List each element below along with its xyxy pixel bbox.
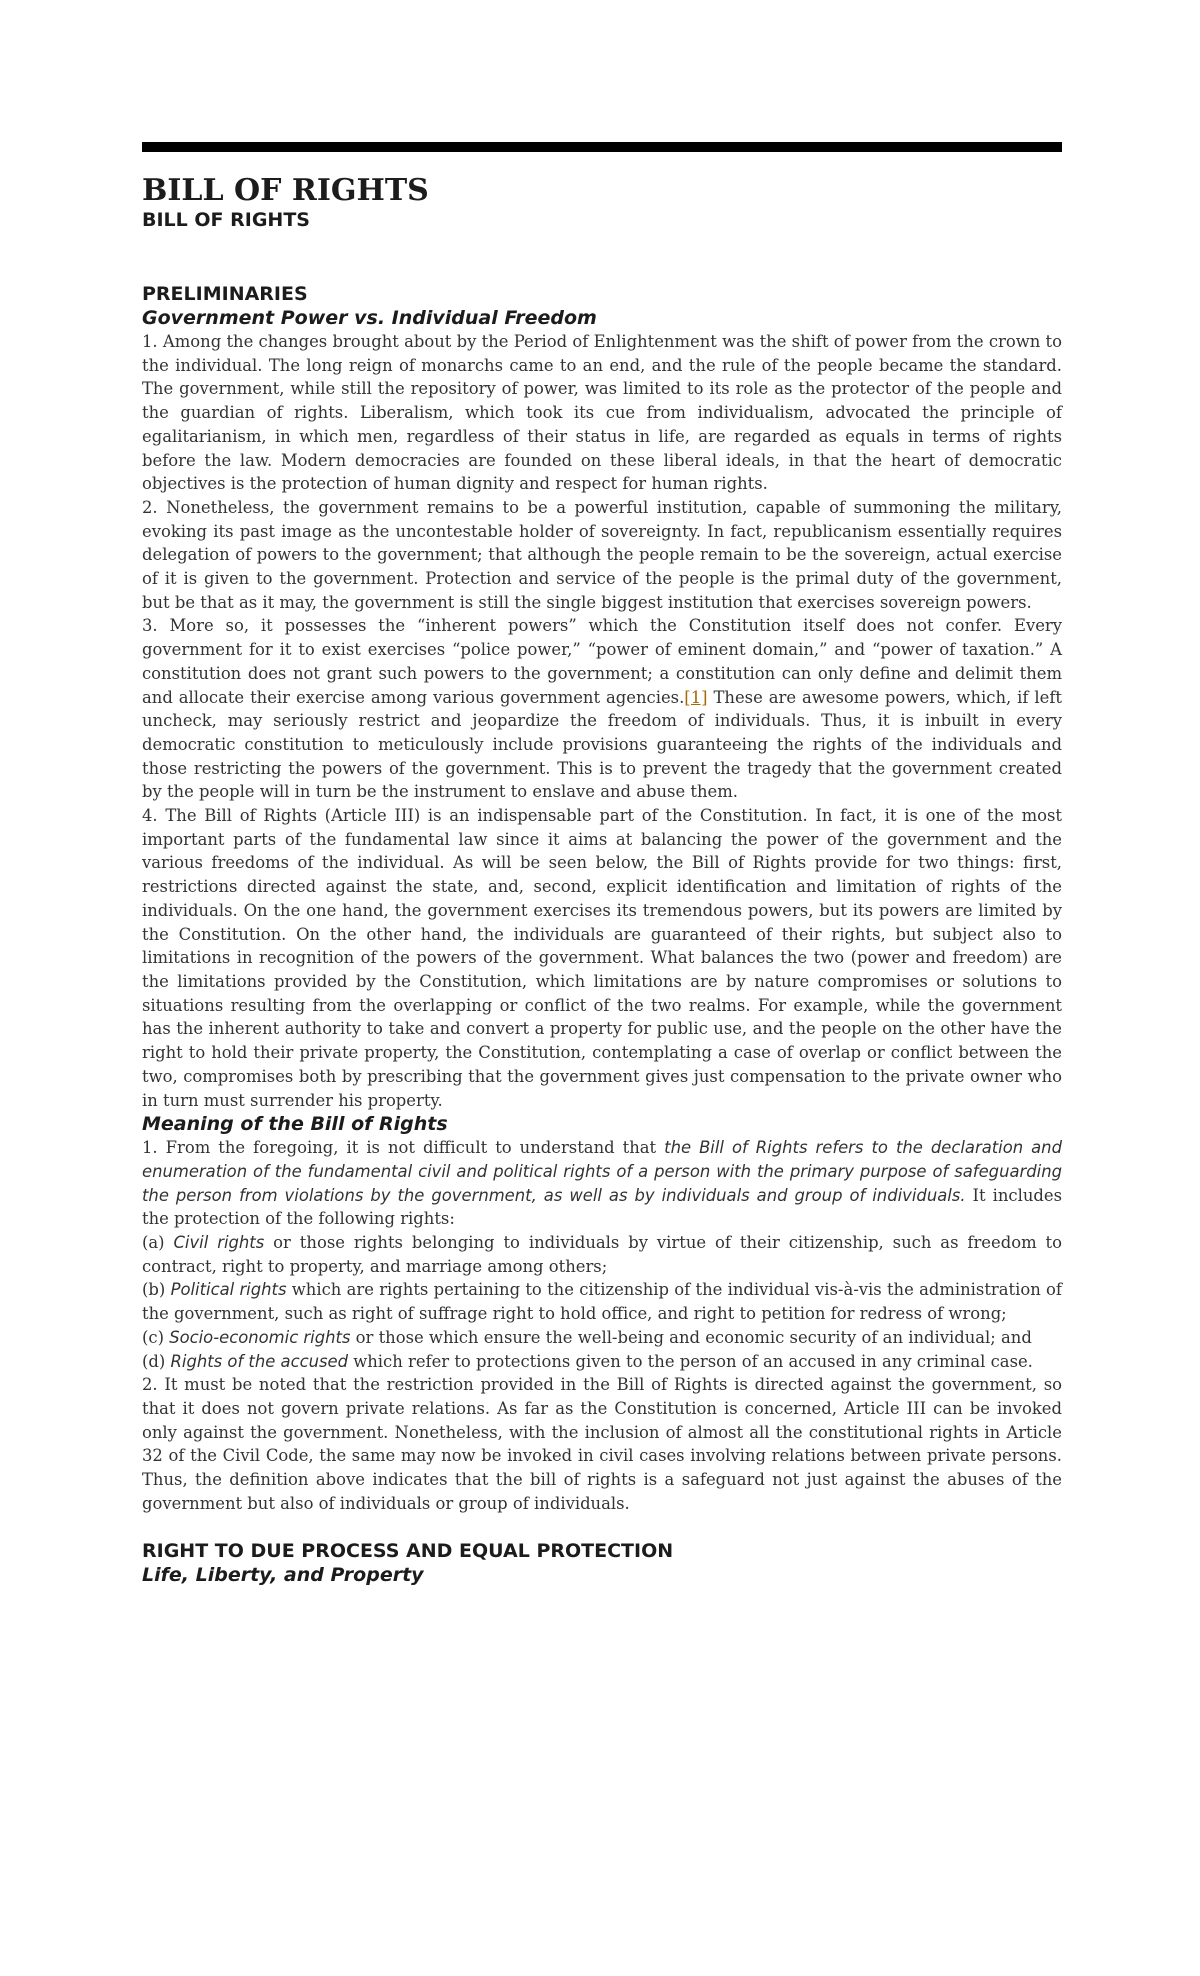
item-d-text: which refer to protections given to the person of an accused in any criminal case. [348, 1351, 1033, 1371]
rights-item-a [142, 1231, 1062, 1278]
item-c-term: Socio-economic rights [169, 1327, 351, 1347]
item-a-text: or those rights belonging to individuals by virtue of their citizenship, such as freedom to contract, right to property, and marriage among others; [142, 1233, 1062, 1276]
paragraph-2: 2. Nonetheless, the government remains to be a powerful institution, capable of summoning the military, evoking its past image as the uncontestable holder of sovereignty. In fact, republicanism essentially requires delegation of powers to the government; that although the people remain to be the sovereign, actual exercise of it is given to the government. Protection and service of the people is the primal duty of the government, but be that as it may, the government is still the single biggest institution that exercises sovereign powers. [142, 497, 1062, 612]
rights-item-d [142, 1350, 1062, 1374]
meaning-paragraph-2: 2. It must be noted that the restriction provided in the Bill of Rights is directed against the government, so that it does not govern private relations. As far as the Constitution is concerned, Article III can be invoked only against the government. Nonetheless, with the inclusion of almost all the constitutional rights in Article 32 of the Civil Code, the same may now be invoked in civil cases involving relations between private persons. Thus, the definition above indicates that the bill of rights is a safeguard not just against the abuses of the government but also of individuals or group of individuals. [142, 1375, 1062, 1513]
document-subtitle: BILL OF RIGHTS [142, 209, 310, 231]
spacer [142, 1515, 1062, 1539]
paragraph-3-text-a: 3. More so, it possesses the “inherent powers” which the Constitution itself does not confer. Every government for it to exist exercises “police power,” “power of eminent domain,” and “power of taxation.” A constitution does not grant such powers to the government; a constitution can only define and delimit them and allocate their exercise among various government agencies. [142, 616, 1062, 707]
rights-item-b [142, 1278, 1062, 1325]
section-heading-preliminaries: PRELIMINARIES [142, 283, 308, 305]
rights-item-c [142, 1326, 1062, 1350]
meaning-paragraph-1 [142, 1136, 1062, 1231]
item-b-term: Political rights [170, 1280, 287, 1300]
subheading-meaning: Meaning of the Bill of Rights [142, 1113, 448, 1136]
document-page [142, 142, 1062, 1587]
item-a-term: Civil rights [173, 1233, 265, 1253]
item-c-marker: (c) [142, 1327, 170, 1347]
paragraph-1: 1. Among the changes brought about by the Period of Enlightenment was the shift of power from the crown to the individual. The long reign of monarchs came to an end, and the rule of the people became the standard. The government, while still the repository of power, was limited to its role as the protector of the people and the guardian of rights. Liberalism, which took its cue from individualism, advocated the principle of egalitarianism, in which men, regardless of their status in life, are regarded as equals in terms of rights before the law. Modern democracies are founded on these liberal ideals, in that the heart of democratic objectives is the protection of human dignity and respect for human rights. [142, 332, 1062, 494]
paragraph-3-text-b: These are awesome powers, which, if left uncheck, may seriously restrict and jeopardize the freedom of individuals. Thus, it is inbuilt in every democratic constitution to meticulously include provisions guaranteeing the rights of the individuals and those restricting the powers of the government. This is to prevent the tragedy that the government created by the people will in turn be the instrument to enslave and abuse them. [142, 687, 1063, 802]
section-heading-due-process: RIGHT TO DUE PROCESS AND EQUAL PROTECTION [142, 1540, 674, 1563]
subheading-life-liberty-property: Life, Liberty, and Property [142, 1564, 424, 1587]
item-b-text: which are rights pertaining to the citizenship of the individual vis-à-vis the administration of the government, such as right of suffrage right to hold office, and right to petition for redress of wrong; [142, 1280, 1062, 1324]
meaning-text-a: 1. From the foregoing, it is not difficult to understand that [142, 1138, 665, 1158]
meaning-text-b: It includes the protection of the following rights: [142, 1185, 1062, 1229]
top-rule [142, 142, 1062, 152]
paragraph-3 [142, 614, 1062, 804]
item-d-marker: (d) [142, 1351, 171, 1371]
document-title: BILL OF RIGHTS [142, 173, 429, 208]
footnote-link-1[interactable]: [1] [684, 687, 708, 707]
item-a-marker: (a) [142, 1233, 174, 1253]
subheading-government-power: Government Power vs. Individual Freedom [142, 307, 597, 329]
item-d-term: Rights of the accused [170, 1351, 349, 1371]
definition-emphasis: the Bill of Rights refers to the declaration and enumeration of the fundamental civil and political rights of a person with the primary purpose of safeguarding the person from violations by the government, as well as by individuals and group of individuals. [142, 1138, 1062, 1205]
item-c-text: or those which ensure the well-being and economic security of an individual; and [350, 1327, 1032, 1347]
item-b-marker: (b) [142, 1280, 171, 1300]
paragraph-4: 4. The Bill of Rights (Article III) is an indispensable part of the Constitution. In fact, it is one of the most important parts of the fundamental law since it aims at balancing the power of the government and the various freedoms of the individual. As will be seen below, the Bill of Rights provide for two things: first, restrictions directed against the state, and, second, explicit identification and limitation of rights of the individuals. On the one hand, the government exercises its tremendous powers, but its powers are limited by the Constitution. On the other hand, the individuals are guaranteed of their rights, but subject also to limitations in recognition of the powers of the government. What balances the two (power and freedom) are the limitations provided by the Constitution, which limitations are by nature compromises or solutions to situations resulting from the overlapping or conflict of the two realms. For example, while the government has the inherent authority to take and convert a property for public use, and the people on the other have the right to hold their private property, the Constitution, contemplating a case of overlap or conflict between the two, compromises both by prescribing that the government gives just compensation to the private owner who in turn must surrender his property. [142, 806, 1062, 1110]
